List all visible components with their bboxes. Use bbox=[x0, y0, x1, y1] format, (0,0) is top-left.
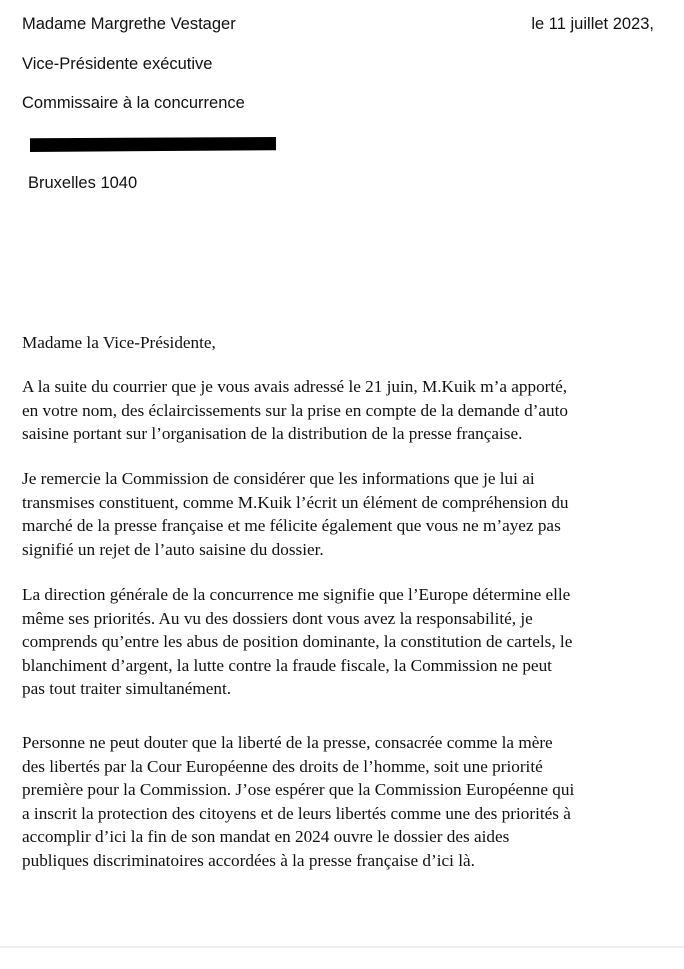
recipient-title: Vice-Présidente exécutive bbox=[22, 55, 213, 73]
paragraph-line: a inscrit la protection des citoyens et de leurs libertés comme une des priorités à bbox=[22, 803, 571, 823]
paragraph-line: même ses priorités. Au vu des dossiers dont vous avez la responsabilité, je bbox=[22, 608, 533, 628]
recipient-name: Madame Margrethe Vestager bbox=[22, 15, 236, 33]
paragraph-line: publiques discriminatoires accordées à la presse française d’ici là. bbox=[22, 850, 475, 870]
paragraph-line: transmises constituent, comme M.Kuik l’écrit un élément de compréhension du bbox=[22, 492, 569, 512]
paragraph-4 bbox=[22, 731, 672, 872]
salutation: Madame la Vice-Présidente, bbox=[22, 333, 216, 352]
paragraph-3 bbox=[22, 583, 672, 701]
paragraph-line: comprends qu’entre les abus de position dominante, la constitution de cartels, le bbox=[22, 632, 573, 651]
paragraph-1 bbox=[22, 375, 672, 446]
paragraph-line: en votre nom, des éclaircissements sur la prise en compte de la demande d’auto bbox=[22, 400, 568, 420]
recipient-city: Bruxelles 1040 bbox=[28, 174, 138, 192]
page-bottom-edge bbox=[0, 946, 684, 948]
paragraph-line: première pour la Commission. J’ose espérer que la Commission Européenne qui bbox=[22, 780, 575, 799]
recipient-role: Commissaire à la concurrence bbox=[22, 94, 245, 112]
paragraph-line: marché de la presse française et me félicite également que vous ne m’ayez pas bbox=[22, 516, 561, 535]
letter-date: le 11 juillet 2023, bbox=[531, 15, 654, 33]
paragraph-line: blanchiment d’argent, la lutte contre la fraude fiscale, la Commission ne peut bbox=[22, 655, 552, 675]
paragraph-line: A la suite du courrier que je vous avais adressé le 21 juin, M.Kuik m’a apporté, bbox=[22, 377, 568, 396]
paragraph-2 bbox=[22, 467, 672, 561]
paragraph-line: signifié un rejet de l’auto saisine du dossier. bbox=[22, 539, 324, 559]
redacted-address bbox=[30, 137, 276, 152]
paragraph-line: saisine portant sur l’organisation de la distribution de la presse française. bbox=[22, 424, 523, 443]
paragraph-line: pas tout traiter simultanément. bbox=[22, 679, 232, 698]
paragraph-line: La direction générale de la concurrence me signifie que l’Europe détermine elle bbox=[22, 585, 571, 604]
paragraph-line: accomplir d’ici la fin de son mandat en 2024 ouvre le dossier des aides bbox=[22, 827, 510, 846]
paragraph-line: Personne ne peut douter que la liberté de la presse, consacrée comme la mère bbox=[22, 733, 553, 752]
paragraph-line: Je remercie la Commission de considérer que les informations que je lui ai bbox=[22, 469, 535, 488]
paragraph-line: des libertés par la Cour Européenne des droits de l’homme, soit une priorité bbox=[22, 756, 543, 776]
